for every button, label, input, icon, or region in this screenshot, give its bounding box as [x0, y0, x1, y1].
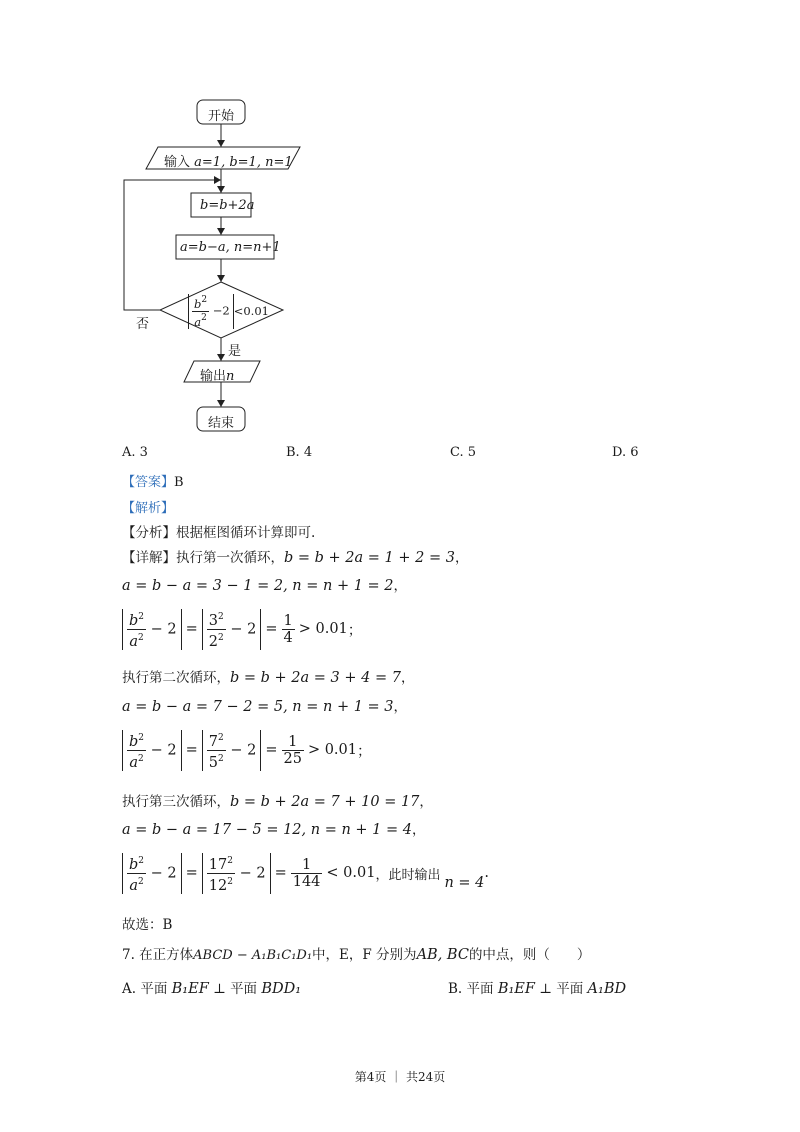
eq-b1: b = b + 2a = 1 + 2 = 3 — [284, 550, 455, 566]
q7-a-mid: 平面 — [230, 981, 258, 997]
m3-cmp: < 0.01 — [326, 865, 376, 881]
xiangjie-line-8 — [122, 818, 426, 838]
eq-b3: b = b + 2a = 7 + 10 = 17 — [230, 794, 420, 810]
eq-a3: a = b − a = 17 − 5 = 12, n = n + 1 = 4 — [122, 822, 412, 838]
step1-text: b=b+2a — [200, 198, 255, 213]
m2-num: 7 — [208, 733, 219, 750]
start-label: 开始 — [208, 109, 235, 124]
q7-ab-bc: AB, BC — [416, 947, 469, 963]
m2-rden: 25 — [283, 750, 302, 767]
check-line-2: $\frac{b^2}{a^2}$ − 2 = $\frac{7^2}{5^2}$ − 2 = $\frac{1}{25}$ > 0.01 ； — [122, 729, 372, 771]
q7-b-plane1: B₁EF — [497, 981, 535, 997]
check-line-3: $\frac{b^2}{a^2}$ − 2 = $\frac{17^2}{12^2}$ − 2 = $\frac{1}{144}$ < 0.01 ，此时输出 n = 4 . — [122, 852, 489, 894]
eq-b1-tail: ， — [454, 550, 469, 566]
guxuan-line: 故选：B — [122, 917, 173, 933]
answer-options — [122, 445, 682, 465]
flowchart — [100, 95, 340, 440]
m1-rnum: 1 — [283, 612, 293, 629]
q7-option-b — [448, 977, 626, 997]
flowchart-shapes — [100, 95, 340, 440]
decision-label — [188, 293, 269, 329]
q7-stem-a: 7. 在正方体 — [122, 947, 194, 963]
q7-stem — [122, 943, 590, 963]
q7-b-perp: ⊥ — [539, 981, 552, 997]
abs-lhs-2: $\frac{b^2}{a^2}$ − 2 — [122, 730, 182, 771]
input-vars: a=1, b=1, n=1 — [194, 155, 293, 170]
xiangjie-line-1 — [122, 546, 468, 566]
page-footer: 第4页 ｜ 共24页 — [354, 1070, 446, 1084]
decision-frac: $\frac{b^2}{a^2}$ — [194, 294, 208, 329]
xiangjie-line-2 — [122, 574, 407, 594]
output-word: 输出 — [200, 369, 227, 384]
q7-stem-b: 中，E，F 分别为 — [312, 947, 417, 963]
q7-a-prefix: A. 平面 — [122, 981, 168, 997]
input-label — [164, 151, 293, 170]
decision-abs: $\frac{b^2}{a^2}$ −2 — [188, 294, 234, 329]
m1-cmp: > 0.01 — [298, 621, 348, 637]
answer-line — [122, 471, 184, 490]
abs-rhs-3: $\frac{17^2}{12^2}$ − 2 — [202, 853, 271, 894]
m3-mid: ，此时输出 — [375, 867, 441, 883]
decision-compare: <0.01 — [233, 304, 269, 318]
q7-a-plane1: B₁EF — [171, 981, 209, 997]
end-label: 结束 — [208, 416, 235, 431]
option-a: A. 3 — [122, 445, 148, 460]
step1-label — [200, 198, 254, 213]
analysis-heading — [122, 497, 174, 516]
m2-cmp: > 0.01 — [307, 742, 357, 758]
q7-b-mid: 平面 — [556, 981, 584, 997]
eq-a1-tail: ， — [393, 578, 408, 594]
eq-a1: a = b − a = 3 − 1 = 2, n = n + 1 = 2 — [122, 578, 394, 594]
m3-tail: . — [484, 865, 490, 881]
m3-num: 17 — [208, 856, 228, 873]
option-b: B. 4 — [286, 445, 313, 460]
m3-rden: 144 — [292, 873, 321, 890]
q7-cube: ABCD − A₁B₁C₁D₁ — [193, 948, 313, 963]
check-line-1: $\frac{b^2}{a^2}$ − 2 = $\frac{3^2}{2^2}$ − 2 = $\frac{1}{4}$ > 0.01 ； — [122, 608, 362, 650]
output-label — [200, 365, 234, 384]
third-loop: 执行第三次循环， — [122, 794, 230, 810]
q7-a-plane2: BDD₁ — [261, 981, 302, 997]
m1-den: 2 — [208, 633, 219, 650]
eq-a2-tail: ， — [393, 699, 408, 715]
q7-a-perp: ⊥ — [213, 981, 226, 997]
result-frac-3 — [291, 857, 323, 890]
xiangjie-line-4 — [122, 666, 414, 686]
analysis-label: 【解析】 — [122, 501, 175, 516]
eq-a3-tail: ， — [412, 822, 426, 838]
option-c: C. 5 — [450, 445, 477, 460]
input-word: 输入 — [164, 155, 191, 170]
q7-b-prefix: B. 平面 — [448, 981, 494, 997]
q7-option-a — [122, 977, 301, 997]
step2-label — [180, 240, 281, 255]
eq-b2-tail: ， — [400, 670, 415, 686]
abs-lhs-1: $\frac{b^2}{a^2}$ − 2 — [122, 609, 182, 650]
m1-rden: 4 — [283, 629, 293, 646]
m3-den: 12 — [208, 877, 228, 894]
xiangjie-prefix: 【详解】执行第一次循环， — [122, 550, 284, 566]
eq-b3-tail: ， — [419, 794, 433, 810]
abs-rhs-1: $\frac{3^2}{2^2}$ − 2 — [202, 609, 262, 650]
step2-text: a=b−a, n=n+1 — [180, 240, 281, 255]
m1-tail: ； — [347, 622, 363, 639]
yes-label: 是 — [228, 344, 242, 359]
m3-rnum: 1 — [291, 857, 323, 874]
q7-b-plane2: A₁BD — [587, 981, 627, 997]
eq-a2: a = b − a = 7 − 2 = 5, n = n + 1 = 3 — [122, 699, 394, 715]
answer-label: 【答案】 — [122, 475, 175, 490]
second-loop: 执行第二次循环， — [122, 670, 230, 686]
m1-num: 3 — [208, 612, 219, 629]
m2-rnum: 1 — [282, 734, 304, 751]
result-frac-1 — [282, 613, 295, 646]
option-d: D. 6 — [612, 445, 639, 460]
abs-lhs-3: $\frac{b^2}{a^2}$ − 2 — [122, 853, 182, 894]
eq-b2: b = b + 2a = 3 + 4 = 7 — [230, 670, 401, 686]
fenxi-line: 【分析】根据框图循环计算即可. — [122, 525, 316, 541]
m2-den: 5 — [208, 754, 219, 771]
result-frac-2 — [282, 734, 304, 767]
answer-value: B — [174, 475, 184, 490]
m2-tail: ； — [357, 743, 372, 760]
output-var: n — [226, 369, 235, 384]
xiangjie-line-7 — [122, 790, 433, 810]
xiangjie-line-5 — [122, 695, 407, 715]
abs-rhs-2: $\frac{7^2}{5^2}$ − 2 — [202, 730, 262, 771]
q7-stem-c: 的中点，则（ ） — [468, 947, 591, 963]
minus-two-1: − 2 — [150, 621, 177, 637]
no-label: 否 — [136, 317, 150, 332]
m3-n: n = 4 — [444, 875, 485, 891]
